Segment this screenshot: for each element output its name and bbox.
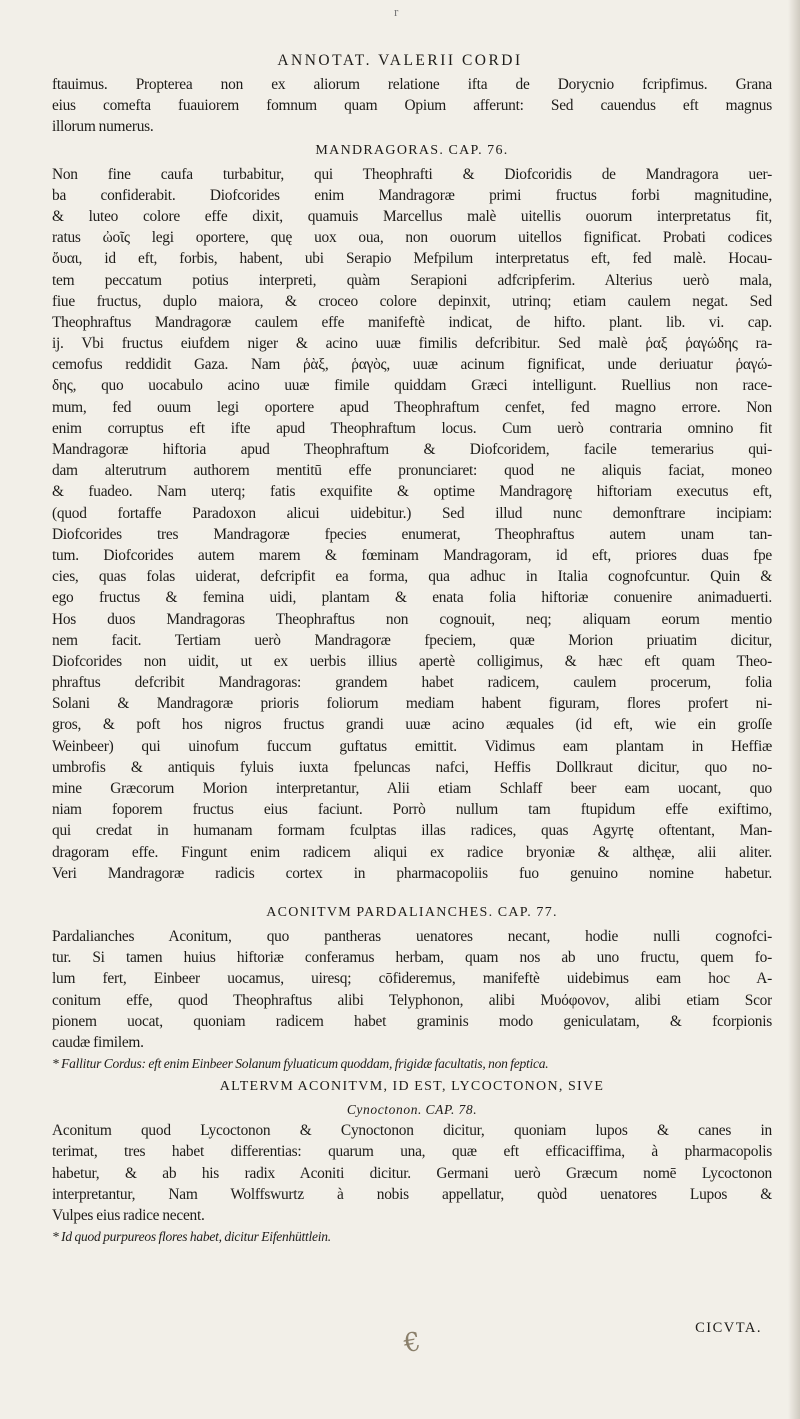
text-line: fiue fructus, duplo maiora, & croceo colore depinxit, utrinq; etiam caulem negat. Sed (52, 292, 772, 310)
section-subheading: Cynoctonon. CAP. 78. (346, 1102, 478, 1118)
text-line: eius comefta fuauiorem fomnum quam Opium afferunt: Sed cauendus eft magnus (52, 97, 772, 115)
text-line: enim corruptus eft ifte apud Theophraftum locus. Cum uerò contraria omnino fit (52, 419, 772, 437)
page-spine-shadow (788, 0, 800, 1419)
text-line: pionem uocat, quoniam radicem habet graminis modo geniculatam, & fcorpionis (52, 1012, 772, 1030)
paragraph-gap (52, 884, 772, 900)
text-line: niam foporem fructus eius faciunt. Porrò nullum tam ftupidum effe exiftimo, (52, 801, 772, 819)
marginal-note: * Fallitur Cordus: eft enim Einbeer Solanum fyluaticum quoddam, frigidæ facultatis, non feptica. (52, 1056, 549, 1072)
text-line: ba confiderabit. Diofcorides enim Mandragoræ primi fructus forbi magnitudine, (52, 186, 772, 204)
text-line: terimat, tres habet differentias: quarum una, quæ eft efficaciffima, à pharmacopolis (52, 1143, 772, 1161)
ink-smudge: € (401, 1326, 424, 1360)
text-line: conitum effe, quod Theophraftus alibi Telyphonon, alibi Μυόφονον, alibi etiam Scor (52, 991, 772, 1009)
text-line: Pardalianches Aconitum, quo pantheras uenatores necant, hodie nulli cognofci- (52, 927, 772, 945)
section-heading: ALTERVM ACONITVM, ID EST, LYCOCTONON, SIVE (219, 1079, 605, 1095)
text-line: dam alterutrum authorem mentitū effe pronunciaret: quod ne aliquis faciat, moneo (52, 462, 772, 480)
text-line: tem peccatum potius interpreti, quàm Serapioni adfcripferim. Alterius uerò mala, (52, 271, 772, 289)
text-line: Aconitum quod Lycoctonon & Cynoctonon dicitur, quoniam lupos & canes in (52, 1122, 772, 1140)
text-line: illorum numerus. (52, 118, 154, 136)
text-line: Solani & Mandragoræ prioris foliorum mediam habent figuram, flores profert ni- (52, 695, 772, 713)
text-line: Hos duos Mandragoras Theophraftus non cognouit, neq; aliquam eorum mentio (52, 610, 772, 628)
text-line: umbrofis & antiquis fyluis iuxta fpeluncas nafci, Heffis Dollkraut dicitur, quo no- (52, 758, 772, 776)
section-heading: MANDRAGORAS. CAP. 76. (315, 142, 509, 158)
text-line: Diofcorides non uidit, ut ex uerbis illius apertè colligimus, & hæc eft quam Theo- (52, 652, 772, 670)
text-line: Mandragoræ hiftoria apud Theophraftum & Diofcoridem, facile temerarius qui- (52, 441, 772, 458)
text-line: Weinbeer) qui uinofum fuccum guftatus emittit. Vidimus eam plantam in Heffiæ (52, 737, 772, 755)
text-line: ftauimus. Propterea non ex aliorum relatione ifta de Dorycnio fcripfimus. Grana (52, 76, 772, 93)
text-line: dragoram effe. Fingunt enim radicem aliqui ex radice bryoniæ & althęæ, alii aliter. (52, 843, 772, 861)
text-line: Theophraftus Mandragoræ caulem effe manifeftè indicat, de hifto. plant. lib. vi. cap. (52, 313, 772, 331)
corner-mark: r (394, 4, 399, 19)
text-line: ratus ὠοῖς legi oportere, quę uox oua, non ouorum uitellos fignificat. Probati codices (52, 229, 772, 247)
text-line: & luteo colore effe dixit, quamuis Marcellus malè uitellis ouorum interpretatus fit, (52, 207, 772, 225)
text-line: gros, & poft hos nigros fructus grandi uuæ acino æquales (id eft, wie ein groſſe (52, 716, 772, 734)
text-line: mine Græcorum Morion interpretantur, Alii etiam Schlaff beer eam uocant, quo (52, 780, 772, 797)
text-line: ij. Vbi fructus eiufdem niger & acino uuæ fimilis defcribitur. Sed malè ῥαξ ῥαγώδης ra- (52, 335, 772, 353)
text-line: (quod fortaffe Paradoxon alicui uidebitur.) Sed illud nunc demonftrare incipiam: (52, 504, 772, 522)
text-line: ὄυαι, id eft, forbis, habent, ubi Serapio Mefpilum interpretatus eft, fed malè. Hocau- (52, 250, 772, 268)
text-line: & fuadeo. Nam uterq; fatis exquifite & optime Mandragorę hiftoriam executus eft, (52, 483, 772, 501)
text-line: lum fert, Einbeer uocamus, uiresq; cōfideremus, manifeftè uidebimus eam hoc A- (52, 970, 772, 988)
text-line: qui credat in humanam formam fculptas illas radices, quas Agyrtę oftentant, Man- (52, 822, 772, 840)
text-line: Veri Mandragoræ radicis cortex in pharmacopoliis fuo genuino nomine habetur. (52, 864, 772, 882)
text-line: ego fructus & femina uidi, plantam & enata folia hiftoriæ conuenire animaduerti. (52, 589, 772, 607)
text-line: caudæ fimilem. (52, 1033, 144, 1051)
text-line: habetur, & ab his radix Aconiti dicitur. Germani uerò Græcum nomē Lycoctonon (52, 1164, 772, 1182)
text-line: Diofcorides tres Mandragoræ fpecies enumerat, Theophraftus autem unam tan- (52, 525, 772, 543)
text-line: cies, quas folas uiderat, defcripfit ea forma, qua adhuc in Italia cognofcuntur. Quin & (52, 568, 772, 586)
text-line: interpretantur, Nam Wolffswurtz à nobis appellatur, quòd uenatores Lupos & (52, 1185, 772, 1203)
text-line: mum, fed ouum legi oportere apud Theophraftum cenfet, fed magno errore. Non (52, 398, 772, 416)
text-line: Vulpes eius radice necent. (52, 1207, 205, 1224)
text-line: cemofus reddidit Gaza. Nam ῥὰξ, ῥαγὸς, uuæ acinum fignificat, unde deriuatur ῥαγώ- (52, 356, 772, 374)
body-text (52, 74, 772, 1247)
text-line: Non fine caufa turbabitur, qui Theophrafti & Diofcoridis de Mandragora uer- (52, 165, 772, 183)
text-line: phraftus defcribit Mandragoras: grandem habet radicem, caulem procerum, folia (52, 674, 772, 692)
text-line: tur. Si tamen huius hiftoriæ conferamus herbam, quam nos ab uno fructu, quem fo- (52, 949, 772, 967)
text-line: nem facit. Tertiam uerò Mandragoræ fpeciem, quæ Morion priuatim dicitur, (52, 631, 772, 649)
running-head: ANNOTAT. VALERII CORDI (277, 52, 523, 69)
text-line: δης, quo uocabulo acino uuæ fimile quiddam Græci intelligunt. Ruellius non race- (52, 377, 772, 395)
catchword: CICVTA. (695, 1320, 762, 1336)
marginal-note: * Id quod purpureos flores habet, dicitur Eifenhüttlein. (52, 1229, 331, 1245)
section-heading: ACONITVM PARDALIANCHES. CAP. 77. (266, 904, 558, 920)
text-line: tum. Diofcorides autem marem & fœminam Mandragoram, id eft, priores duas fpe (52, 546, 772, 564)
